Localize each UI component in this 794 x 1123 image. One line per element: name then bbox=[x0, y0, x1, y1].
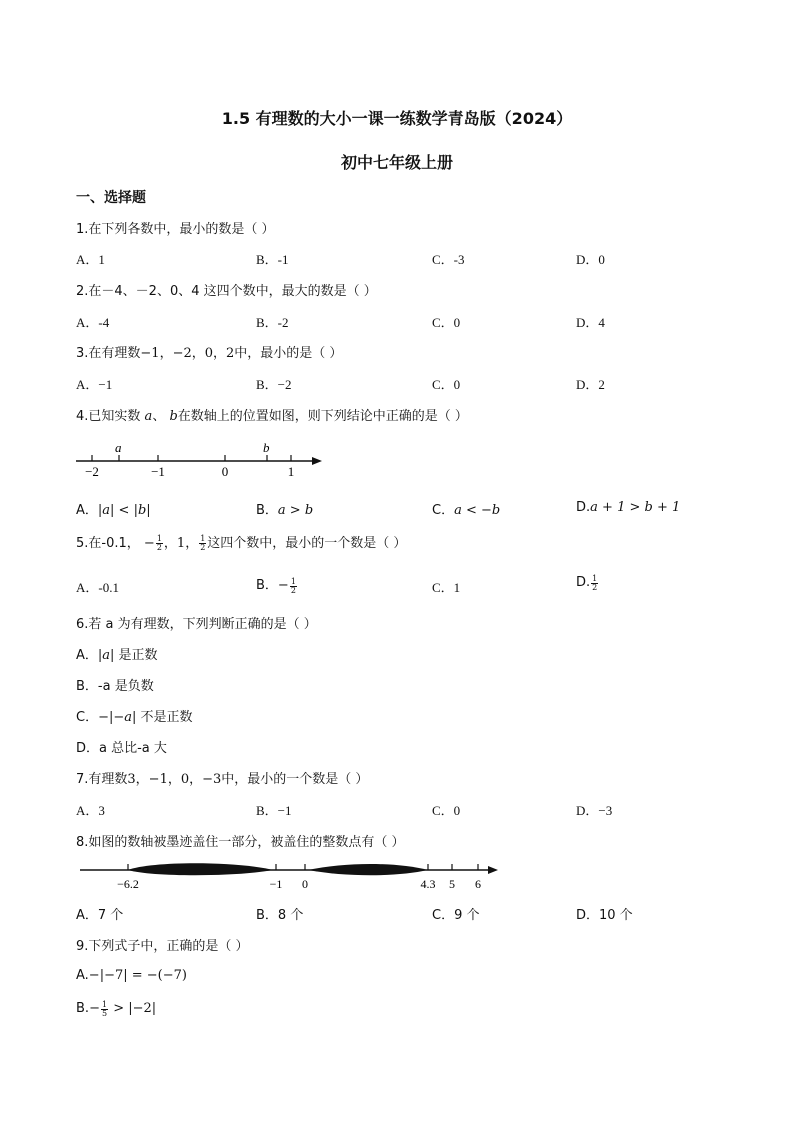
question-4-stem-p2: 、 bbox=[152, 409, 166, 424]
question-1-stem: 1.在下列各数中，最小的数是（ ） bbox=[76, 222, 275, 237]
question-2-option-a: A．-4 bbox=[76, 315, 110, 330]
tick-label-neg2: −2 bbox=[85, 464, 99, 479]
question-5-option-a: A．-0.1 bbox=[76, 580, 119, 595]
option-a-math: |a| < |b| bbox=[97, 503, 151, 518]
tick-label-neg1: −1 bbox=[151, 464, 165, 479]
tick-label-neg1: −1 bbox=[269, 877, 283, 891]
document-title-line2: 初中七年级上册 bbox=[340, 153, 453, 172]
question-4-option-c: C．a < −b bbox=[432, 503, 501, 518]
fraction-one-fifth: $\frac{1}{5}$ bbox=[101, 999, 108, 1018]
tick-label-1: 1 bbox=[287, 464, 295, 479]
question-3-option-a: A．−1 bbox=[76, 377, 113, 392]
question-8-option-d: D．10 个 bbox=[576, 908, 633, 923]
question-6-option-a: A．|a| 是正数 bbox=[76, 648, 158, 663]
option-c-math: a < −b bbox=[454, 503, 501, 518]
question-1-option-d: D．0 bbox=[576, 252, 605, 267]
question-7-stem-numbers: 3，−1，0，−3 bbox=[127, 772, 222, 787]
question-1-option-b: B．-1 bbox=[256, 252, 289, 267]
ink-blot-left bbox=[128, 863, 273, 875]
question-4-stem-p1: 4.已知实数 bbox=[76, 409, 141, 424]
document-title-line1: 1.5 有理数的大小一课一练数学青岛版（2024） bbox=[221, 109, 573, 128]
tick-label-6: 6 bbox=[475, 877, 481, 891]
question-1-option-c: C．-3 bbox=[432, 252, 465, 267]
point-b-label: b bbox=[263, 440, 270, 455]
question-2-stem: 2.在－4、－2、0、4 这四个数中，最大的数是（ ） bbox=[76, 284, 377, 299]
question-4-option-d: D.a + 1 > b + 1 bbox=[576, 500, 681, 515]
question-7-option-d: D．−3 bbox=[576, 803, 613, 818]
question-4-option-b: B．a > b bbox=[256, 503, 314, 518]
axis-arrow bbox=[488, 866, 498, 874]
axis-arrow bbox=[312, 457, 322, 465]
question-6-option-d: D．a 总比-a 大 bbox=[76, 741, 167, 756]
question-8-option-c: C．9 个 bbox=[432, 908, 480, 923]
question-8-number-line bbox=[76, 858, 506, 894]
question-9-option-a: A.−|−7| = −(−7) bbox=[76, 968, 187, 983]
section-heading: 一、选择题 bbox=[76, 190, 146, 206]
point-a-label: a bbox=[115, 440, 122, 455]
question-5-option-c: C．1 bbox=[432, 580, 461, 595]
question-2-option-d: D．4 bbox=[576, 315, 605, 330]
question-4-stem bbox=[76, 405, 468, 424]
question-7-option-c: C．0 bbox=[432, 803, 461, 818]
tick-label-neg6-2: −6.2 bbox=[117, 877, 139, 891]
tick-label-0: 0 bbox=[221, 464, 229, 479]
question-4-var-a: a bbox=[144, 409, 153, 424]
question-5-option-d: D. $\frac{1}{2}$ bbox=[576, 573, 598, 592]
question-4-option-a: A．|a| < |b| bbox=[76, 503, 151, 518]
fraction-one-half: $\frac{1}{2}$ bbox=[156, 534, 162, 552]
question-7-option-a: A．3 bbox=[76, 803, 105, 818]
question-3-option-d: D．2 bbox=[576, 377, 605, 392]
tick-label-4-3: 4.3 bbox=[420, 877, 436, 891]
question-7-option-b: B．−1 bbox=[256, 803, 292, 818]
question-8-option-a: A．7 个 bbox=[76, 908, 124, 923]
question-7-stem: 7.有理数3，−1，0，−3中，最小的一个数是（ ） bbox=[76, 772, 369, 787]
fraction-one-half: $\frac{1}{2}$ bbox=[592, 573, 598, 592]
question-3-stem-prefix: 3.在有理数 bbox=[76, 346, 141, 361]
question-3-stem-numbers: −1，−2，0，2 bbox=[140, 346, 235, 361]
question-6-option-b: B．-a 是负数 bbox=[76, 679, 154, 694]
question-3-option-c: C．0 bbox=[432, 377, 461, 392]
option-b-math: a > b bbox=[277, 503, 314, 518]
question-4-var-b: b bbox=[169, 409, 178, 424]
fraction-one-half: $\frac{1}{2}$ bbox=[290, 576, 296, 595]
question-1-option-a: A．1 bbox=[76, 252, 105, 267]
question-9-stem: 9.下列式子中，正确的是（ ） bbox=[76, 939, 249, 954]
tick-label-5: 5 bbox=[449, 877, 455, 891]
question-2-option-b: B．-2 bbox=[256, 315, 289, 330]
question-8-stem: 8.如图的数轴被墨迹盖住一部分，被盖住的整数点有（ ） bbox=[76, 835, 405, 850]
tick-label-0: 0 bbox=[302, 877, 308, 891]
option-d-math: a + 1 > b + 1 bbox=[590, 500, 681, 515]
question-5-option-b: B．− $\frac{1}{2}$ bbox=[256, 576, 296, 595]
question-6-stem: 6.若 a 为有理数，下列判断正确的是（ ） bbox=[76, 617, 317, 632]
ink-blot-right bbox=[308, 864, 428, 875]
question-3-stem bbox=[76, 342, 342, 361]
question-3-stem-suffix: 中，最小的是（ ） bbox=[234, 346, 343, 361]
fraction-one-half: $\frac{1}{2}$ bbox=[200, 534, 206, 552]
option-a-math: −|−7| = −(−7) bbox=[88, 968, 187, 983]
question-2-option-c: C．0 bbox=[432, 315, 461, 330]
question-4-stem-p3: 在数轴上的位置如图，则下列结论中正确的是（ ） bbox=[177, 409, 468, 424]
question-8-option-b: B．8 个 bbox=[256, 908, 304, 923]
question-5-stem: 5.在-0.1， − $\frac{1}{2}$ ，1， $\frac{1}{2}$ 这四个数中，最小的一个数是（ ） bbox=[76, 534, 407, 552]
question-3-option-b: B．−2 bbox=[256, 377, 292, 392]
question-9-option-b: B.− $\frac{1}{5}$ > |−2| bbox=[76, 999, 157, 1018]
question-6-option-c: C．−|−a| 不是正数 bbox=[76, 710, 193, 725]
question-4-number-line bbox=[72, 438, 332, 480]
